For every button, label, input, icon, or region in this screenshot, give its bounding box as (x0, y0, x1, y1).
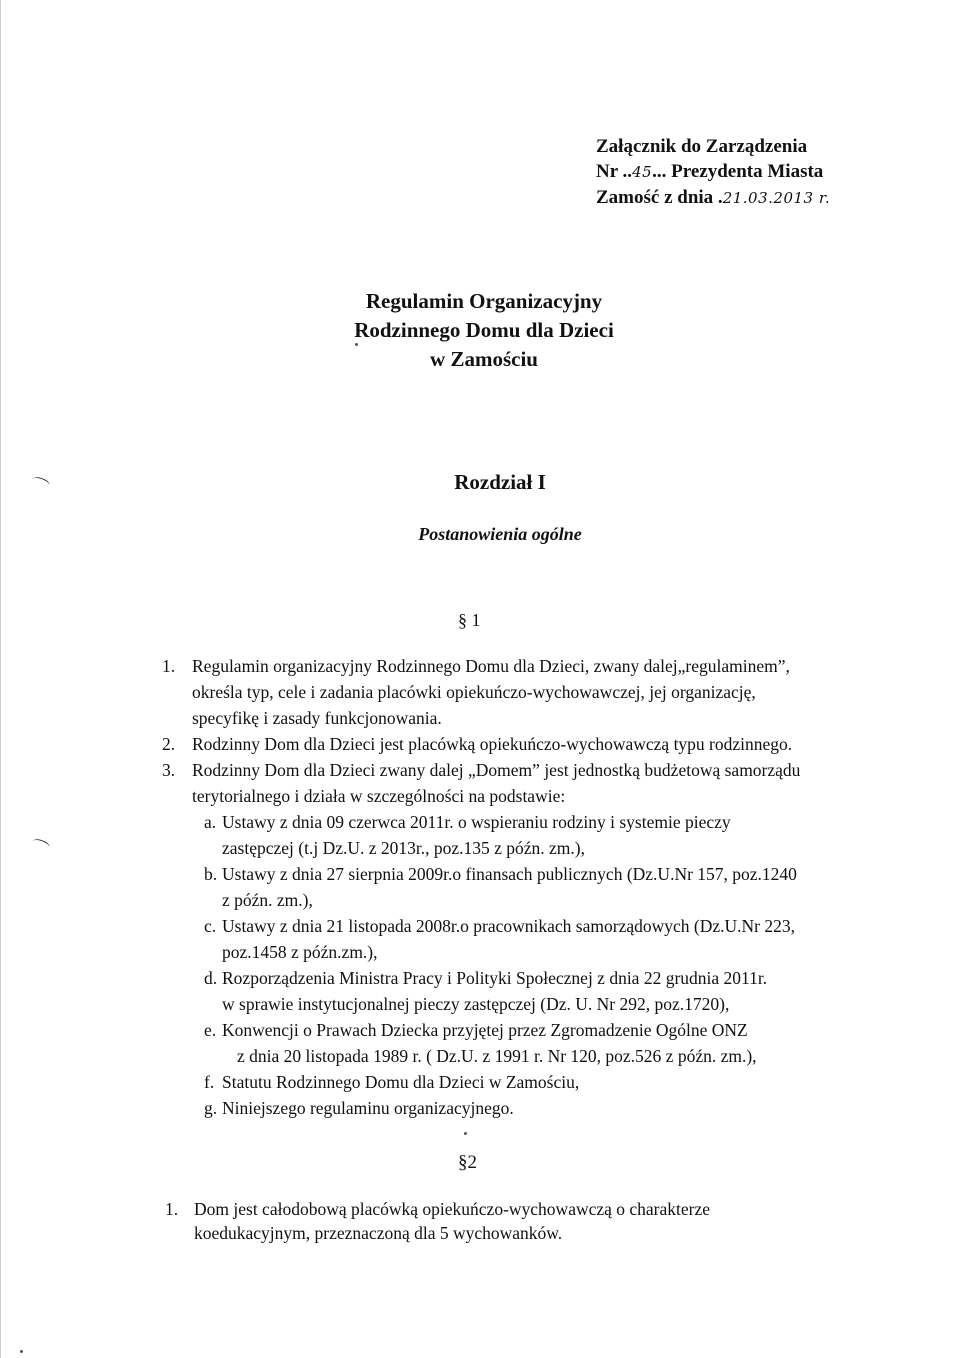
scan-artifact-dot (464, 1132, 467, 1135)
subitem-letter: a. (204, 812, 217, 832)
title-line-1: Regulamin Organizacyjny (365, 289, 603, 313)
subitem-b-line1: Ustawy z dnia 27 sierpnia 2009r.o finansach publicznych (Dz.U.Nr 157, poz.1240 (222, 864, 797, 884)
scan-edge-line (0, 0, 1, 1358)
section1-item3-line2: terytorialnego i działa w szczególności na podstawie: (192, 786, 566, 806)
subitem-c-line1: Ustawy z dnia 21 listopada 2008r.o pracownikach samorządowych (Dz.U.Nr 223, (222, 916, 795, 936)
subitem-d-line2: w sprawie instytucjonalnej pieczy zastępczej (Dz. U. Nr 292, poz.1720), (222, 994, 730, 1014)
scan-artifact-dot (355, 343, 358, 346)
subitem-a-line2: zastępczej (t.j Dz.U. z 2013r., poz.135 z późn. zm.), (222, 838, 585, 858)
section1-item3-line1: Rodzinny Dom dla Dzieci zwany dalej „Domem” jest jednostką budżetową samorządu (192, 760, 801, 780)
subitem-d-line1: Rozporządzenia Ministra Pracy i Polityki Społecznej z dnia 22 grudnia 2011r. (222, 968, 768, 988)
title-line-3: w Zamościu (430, 347, 538, 371)
subitem-a-line1: Ustawy z dnia 09 czerwca 2011r. o wspieraniu rodziny i systemie pieczy (222, 812, 731, 832)
subitem-c-line2: poz.1458 z późn.zm.), (222, 942, 378, 962)
annex-header-line-3 (596, 185, 830, 211)
document-title (0, 287, 960, 374)
subitem-letter: d. (204, 968, 218, 988)
section2-item1-line2: koedukacyjnym, przeznaczoną dla 5 wychowanków. (194, 1223, 563, 1243)
item-number: 3. (162, 760, 176, 780)
section-mark-2: §2 (458, 1152, 477, 1173)
annex-header-line-1: Załącznik do Zarządzenia (596, 136, 808, 157)
scan-artifact-dot (20, 1350, 23, 1353)
subitem-f-line1: Statutu Rodzinnego Domu dla Dzieci w Zamościu, (222, 1072, 580, 1092)
chapter-heading: Rozdział I (454, 470, 546, 494)
section1-item1-line3: specyfikę i zasady funkcjonowania. (192, 708, 442, 728)
subitem-letter: b. (204, 864, 218, 884)
subitem-letter: f. (204, 1072, 215, 1092)
handwritten-annex-number: 45 (632, 163, 653, 181)
section1-item1-line1: Regulamin organizacyjny Rodzinnego Domu dla Dzieci, zwany dalej„regulaminem”, (192, 656, 790, 676)
subitem-e-line2: z dnia 20 listopada 1989 r. ( Dz.U. z 1991 r. Nr 120, poz.526 z późn. zm.), (237, 1046, 757, 1066)
annex-header (596, 134, 830, 211)
title-line-2: Rodzinnego Domu dla Dzieci (354, 318, 614, 342)
item-number: 2. (162, 734, 176, 754)
annex-header-line-2 (596, 159, 830, 185)
chapter-subheading: Postanowienia ogólne (418, 524, 582, 544)
annex-date-prefix: Zamość z dnia . (596, 187, 723, 208)
annex-number-prefix: Nr .. (596, 161, 633, 182)
section2-item1-line1: Dom jest całodobową placówką opiekuńczo-wychowawczą o charakterze (194, 1199, 711, 1219)
item-number: 1. (165, 1199, 179, 1219)
subitem-letter: g. (204, 1098, 218, 1118)
annex-number-suffix: ... Prezydenta Miasta (652, 161, 824, 182)
subitem-e-line1: Konwencji o Prawach Dziecka przyjętej przez Zgromadzenie Ogólne ONZ (222, 1020, 748, 1040)
subitem-letter: c. (204, 916, 217, 936)
subitem-b-line2: z późn. zm.), (222, 890, 313, 910)
section1-item2-line1: Rodzinny Dom dla Dzieci jest placówką opiekuńczo-wychowawczą typu rodzinnego. (192, 734, 793, 754)
subitem-letter: e. (204, 1020, 217, 1040)
item-number: 1. (162, 656, 176, 676)
section1-item1-line2: określa typ, cele i zadania placówki opiekuńczo-wychowawczej, jej organizację, (192, 682, 756, 702)
scan-artifact-mark (31, 837, 51, 852)
section-mark-1: § 1 (458, 610, 481, 630)
handwritten-annex-date: 21.03.2013 r. (722, 189, 831, 207)
subitem-g-line1: Niniejszego regulaminu organizacyjnego. (222, 1098, 514, 1118)
